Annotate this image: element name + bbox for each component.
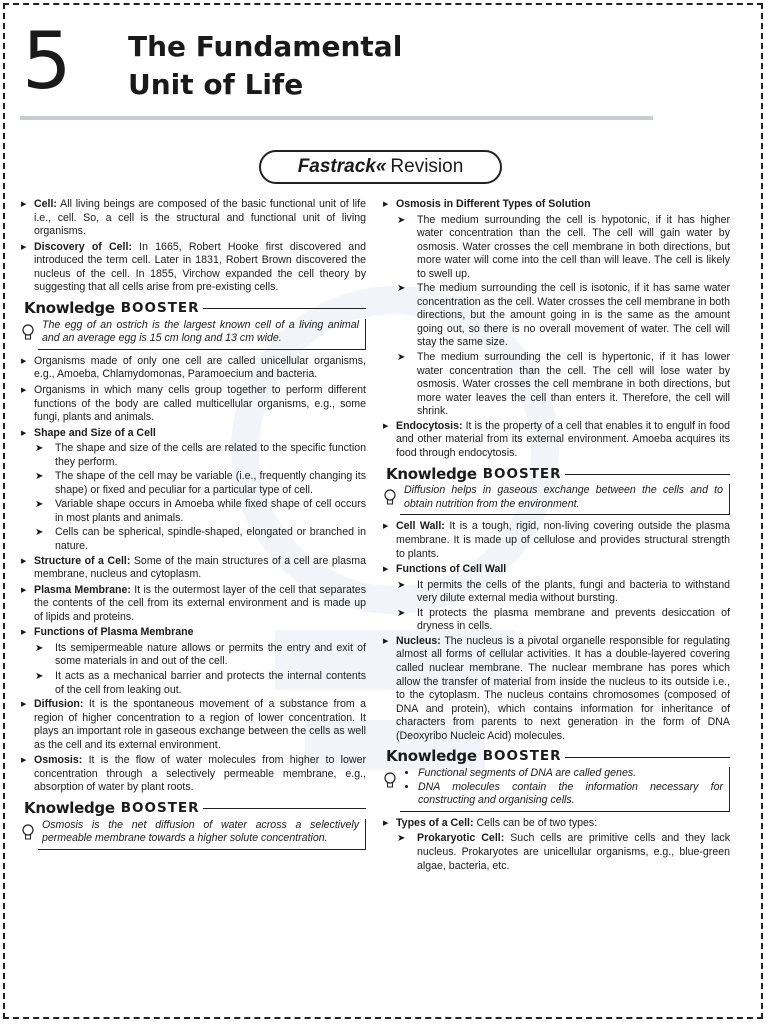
kb-booster: BOOSTER (120, 300, 200, 317)
title-line-1: The Fundamental (128, 30, 403, 63)
kb-title: Knowledge (386, 747, 477, 766)
shape-size-heading: ▶ Shape and Size of a Cell (20, 427, 366, 441)
chapter-number: 5 (22, 17, 72, 107)
kb-text: Osmosis is the net diffusion of water across a selectively permeable membrane towards a higher solute concentration. (38, 819, 366, 850)
prokaryotic-item: ➤ Prokaryotic Cell: Such cells are primitive cells and they lack nucleus. Prokaryotes are unicellular organisms, e.g., blue-green algae, bacteria, etc. (382, 832, 730, 873)
shape-item: ➤ The shape and size of the cells are related to the specific function they perform. (20, 442, 366, 469)
kb-booster: BOOSTER (482, 465, 562, 482)
functions-pm-item: ➤ Its semipermeable nature allows or permits the entry and exit of some materials in and out of the cell. (20, 642, 366, 669)
osmosis-type-item: ➤ The medium surrounding the cell is hypotonic, if it has higher water concentration than the cell. The cell will gain water by osmosis. Water crosses the cell membrane in both directions, but more water will come into the cell than will leave. The cell is likely to swell up. (382, 214, 730, 282)
bulb-icon (22, 824, 34, 840)
revision-label: Revision (390, 156, 464, 177)
functions-cw-item: ➤ It protects the plasma membrane and prevents desiccation of dryness in cells. (382, 607, 730, 634)
left-column (20, 198, 366, 855)
types-of-cell-point: ▶ Types of a Cell: Cells can be of two types: (382, 817, 730, 831)
kb-text: Diffusion helps in gaseous exchange between the cells and to obtain nutrition from the environment. (400, 484, 730, 515)
knowledge-booster-4 (382, 747, 730, 812)
osmosis-type-item: ➤ The medium surrounding the cell is hypertonic, if it has lower water concentration than the cell. The cell will lose water by osmosis. Water crosses the cell membrane in both directions, but more water leaves the cell than enters it. Therefore, the cell will shrink. (382, 351, 730, 419)
kb-list-item: • DNA molecules contain the information necessary for constructing and organising cells. (418, 781, 723, 808)
nucleus-point: ▶ Nucleus: The nucleus is a pivotal organelle responsible for regulating almost all forms of cellular activities. It has a double-layered covering called nuclear membrane. The nuclear membrane has pores which allow the transfer of material from inside the nucleus to its outside i.e., to the cytoplasm. The nucleus contains chromosomes (composed of DNA and protein), which contains information for inheritance of characters from parents to next generation in the form of DNA (Deoxyribo Nucleic Acid) molecules. (382, 635, 730, 743)
osmosis-types-heading: ▶ Osmosis in Different Types of Solution (382, 198, 730, 212)
kb-title: Knowledge (386, 464, 477, 483)
bulb-icon (384, 772, 396, 788)
osmosis-point: ▶ Osmosis: It is the flow of water molecules from higher to lower concentration through a selectively permeable membrane, e.g., absorption of water by plant roots. (20, 754, 366, 795)
kb-list-item: • Functional segments of DNA are called genes. (418, 767, 723, 781)
discovery-point: ▶ Discovery of Cell: In 1665, Robert Hooke first discovered and introduced the term cell. Later in 1831, Robert Brown discovered the nucleus of the cell. In 1855, Virchow expanded the cell theory by suggesting that all cells arise from pre-existing cells. (20, 241, 366, 295)
multicellular-point: ▶ Organisms in which many cells group together to perform different functions of the body are called multicellular organisms, e.g., some fungi, plants and animals. (20, 384, 366, 425)
title-line-2: Unit of Life (128, 68, 304, 101)
kb-text: The egg of an ostrich is the largest known cell of a living animal and an average egg is 15 cm long and 13 cm wide. (38, 319, 366, 350)
header-divider (20, 116, 653, 120)
fastrack-label: Fastrack« (297, 156, 387, 177)
kb-booster: BOOSTER (482, 748, 562, 765)
structure-point: ▶ Structure of a Cell: Some of the main structures of a cell are plasma membrane, nucleus and cytoplasm. (20, 555, 366, 582)
functions-cw-heading: ▶ Functions of Cell Wall (382, 563, 730, 577)
endocytosis-point: ▶ Endocytosis: It is the property of a cell that enables it to engulf in food and other material from its external environment. Amoeba acquires its food through endocytosis. (382, 420, 730, 461)
functions-cw-item: ➤ It permits the cells of the plants, fungi and bacteria to withstand very dilute external media without bursting. (382, 579, 730, 606)
unicellular-point: ▶ Organisms made of only one cell are called unicellular organisms, e.g., Amoeba, Chlamydomonas, Paramoecium and bacteria. (20, 355, 366, 382)
kb-text (400, 767, 730, 812)
cell-wall-point: ▶ Cell Wall: It is a tough, rigid, non-living covering outside the plasma membrane. It is made up of cellulose and provides structural strength to plants. (382, 520, 730, 561)
shape-item: ➤ Cells can be spherical, spindle-shaped, elongated or branched in nature. (20, 526, 366, 553)
knowledge-booster-2 (20, 799, 366, 850)
bulb-icon (22, 324, 34, 340)
fastrack-revision-badge (259, 150, 502, 184)
functions-pm-item: ➤ It acts as a mechanical barrier and protects the internal contents of the cell from leaking out. (20, 670, 366, 697)
diffusion-point: ▶ Diffusion: It is the spontaneous movement of a substance from a region of higher concentration to a region of lower concentration. It plays an important role in gaseous exchange between the cells as well as the cell and its external environment. (20, 698, 366, 752)
chapter-title (128, 28, 402, 104)
knowledge-booster-1 (20, 299, 366, 350)
bulb-icon (384, 489, 396, 505)
knowledge-booster-3 (382, 464, 730, 515)
kb-booster: BOOSTER (120, 800, 200, 817)
functions-pm-heading: ▶ Functions of Plasma Membrane (20, 626, 366, 640)
osmosis-type-item: ➤ The medium surrounding the cell is isotonic, if it has same water concentration as the cell. Water crosses the cell membrane in both directions, but the amount going in is the same as the amount going out, so there is no overall movement of water. The cell will stay the same size. (382, 282, 730, 350)
cell-point: ▶ Cell: All living beings are composed of the basic functional unit of life i.e., cell. So, a cell is the structural and functional unit of living organisms. (20, 198, 366, 239)
kb-title: Knowledge (24, 799, 115, 818)
kb-title: Knowledge (24, 299, 115, 318)
plasma-membrane-point: ▶ Plasma Membrane: It is the outermost layer of the cell that separates the contents of the cell from its external environment and is made up of lipids and proteins. (20, 584, 366, 625)
shape-item: ➤ Variable shape occurs in Amoeba while fixed shape of cell occurs in most plants and animals. (20, 498, 366, 525)
right-column (382, 198, 730, 874)
shape-item: ➤ The shape of the cell may be variable (i.e., frequently changing its shape) or fixed and peculiar for a particular type of cell. (20, 470, 366, 497)
